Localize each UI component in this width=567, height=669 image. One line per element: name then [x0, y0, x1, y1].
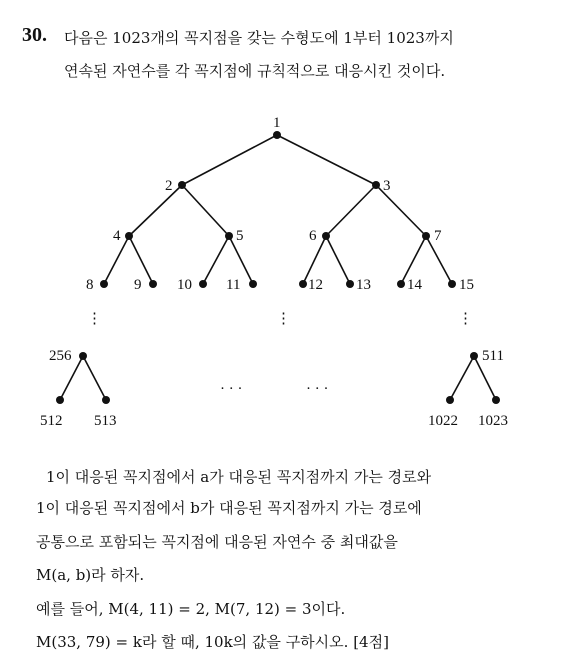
vertical-ellipsis-center: ⋮ — [276, 311, 291, 327]
body-line-4: M(a, b)라 하자. — [36, 566, 145, 584]
node-label-6: 6 — [309, 228, 317, 244]
horizontal-ellipsis-right: · · · — [306, 381, 329, 397]
horizontal-ellipsis-left: · · · — [220, 381, 243, 397]
node-label-7: 7 — [434, 228, 442, 244]
vertical-ellipsis-left: ⋮ — [87, 311, 102, 327]
node-label-512: 512 — [40, 413, 63, 429]
node-label-4: 4 — [113, 228, 121, 244]
node-label-1022: 1022 — [428, 413, 458, 429]
body-line-3: 공통으로 포함되는 꼭지점에 대응된 자연수 중 최대값을 — [36, 533, 398, 551]
node-label-513: 513 — [94, 413, 117, 429]
node-label-3: 3 — [383, 178, 391, 194]
node-label-14: 14 — [407, 277, 422, 293]
node-label-11: 11 — [226, 277, 241, 293]
node-label-1: 1 — [273, 115, 281, 131]
node-label-12: 12 — [308, 277, 323, 293]
tree-edges — [60, 135, 496, 400]
body-line-6: M(33, 79) = k라 할 때, 10k의 값을 구하시오. [4점] — [36, 633, 389, 651]
intro-line-2: 연속된 자연수를 각 꼭지점에 규칙적으로 대응시킨 것이다. — [64, 62, 446, 80]
node-label-10: 10 — [177, 277, 192, 293]
node-label-9: 9 — [134, 277, 142, 293]
node-label-2: 2 — [165, 178, 173, 194]
node-label-1023: 1023 — [478, 413, 508, 429]
question-number: 30. — [22, 24, 47, 46]
vertical-ellipsis-right: ⋮ — [458, 311, 473, 327]
intro-line-1: 다음은 1023개의 꼭지점을 갖는 수형도에 1부터 1023까지 — [64, 29, 454, 47]
node-label-5: 5 — [236, 228, 244, 244]
node-label-8: 8 — [86, 277, 94, 293]
node-label-511: 511 — [482, 348, 504, 364]
body-line-2: 1이 대응된 꼭지점에서 b가 대응된 꼭지점까지 가는 경로에 — [36, 499, 422, 517]
node-label-256: 256 — [49, 348, 72, 364]
node-label-15: 15 — [459, 277, 474, 293]
node-label-13: 13 — [356, 277, 371, 293]
body-line-5: 예를 들어, M(4, 11) = 2, M(7, 12) = 3이다. — [36, 600, 346, 618]
body-line-1: 1이 대응된 꼭지점에서 a가 대응된 꼭지점까지 가는 경로와 — [46, 468, 432, 486]
tree-vertices — [56, 131, 500, 404]
ellipsis-marks — [87, 311, 473, 397]
